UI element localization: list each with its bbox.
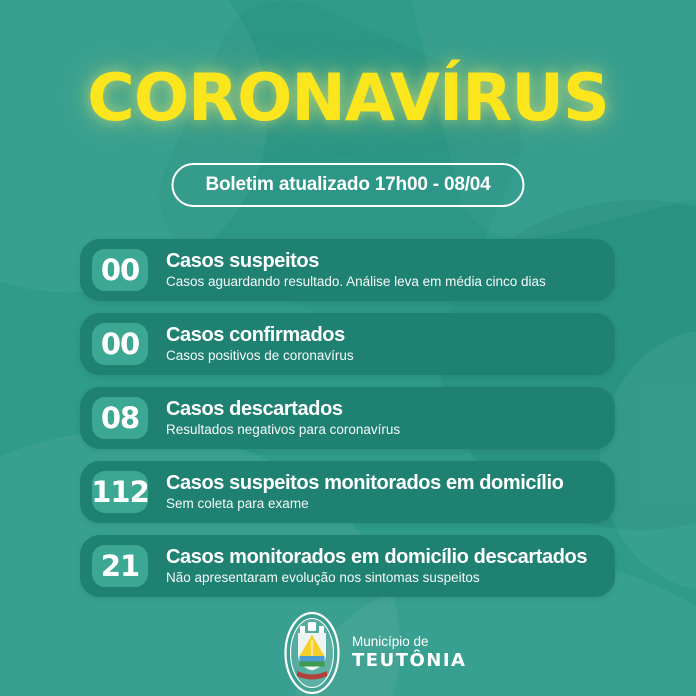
stat-subtitle: Sem coleta para exame [166,496,309,512]
stat-title: Casos suspeitos monitorados em domicílio [166,471,564,494]
stat-card-suspeitos-monitorados [80,461,615,523]
municipality-name [352,634,466,672]
update-badge: Boletim atualizado 17h00 - 08/04 [171,163,524,207]
municipality-name-line2: TEUTÔNIA [352,650,467,672]
stat-subtitle: Casos aguardando resultado. Análise leva em média cinco dias [166,274,546,290]
stat-card-monitorados-descartados [80,535,615,597]
stat-title: Casos descartados [166,397,343,420]
stat-title: Casos confirmados [166,323,345,346]
stat-title: Casos monitorados em domicílio descartados [166,545,588,568]
stat-subtitle: Casos positivos de coronavírus [166,348,354,364]
stat-card-casos-confirmados [80,313,615,375]
municipality-name-line1: Município de [352,634,429,650]
stat-subtitle: Resultados negativos para coronavírus [166,422,401,438]
stat-value-badge: 112 [92,471,148,513]
stat-value-badge: 00 [92,249,148,291]
stats-list [80,239,615,597]
footer [283,610,466,696]
stat-subtitle: Não apresentaram evolução nos sintomas suspeitos [166,570,480,586]
stat-card-casos-descartados [80,387,615,449]
stat-title: Casos suspeitos [166,249,319,272]
stat-value-badge: 00 [92,323,148,365]
teutonia-crest-icon [283,611,341,695]
stat-card-casos-suspeitos [80,239,615,301]
page-title: CORONAVÍRUS [87,61,609,136]
stat-value-badge: 08 [92,397,148,439]
stat-value-badge: 21 [92,545,148,587]
